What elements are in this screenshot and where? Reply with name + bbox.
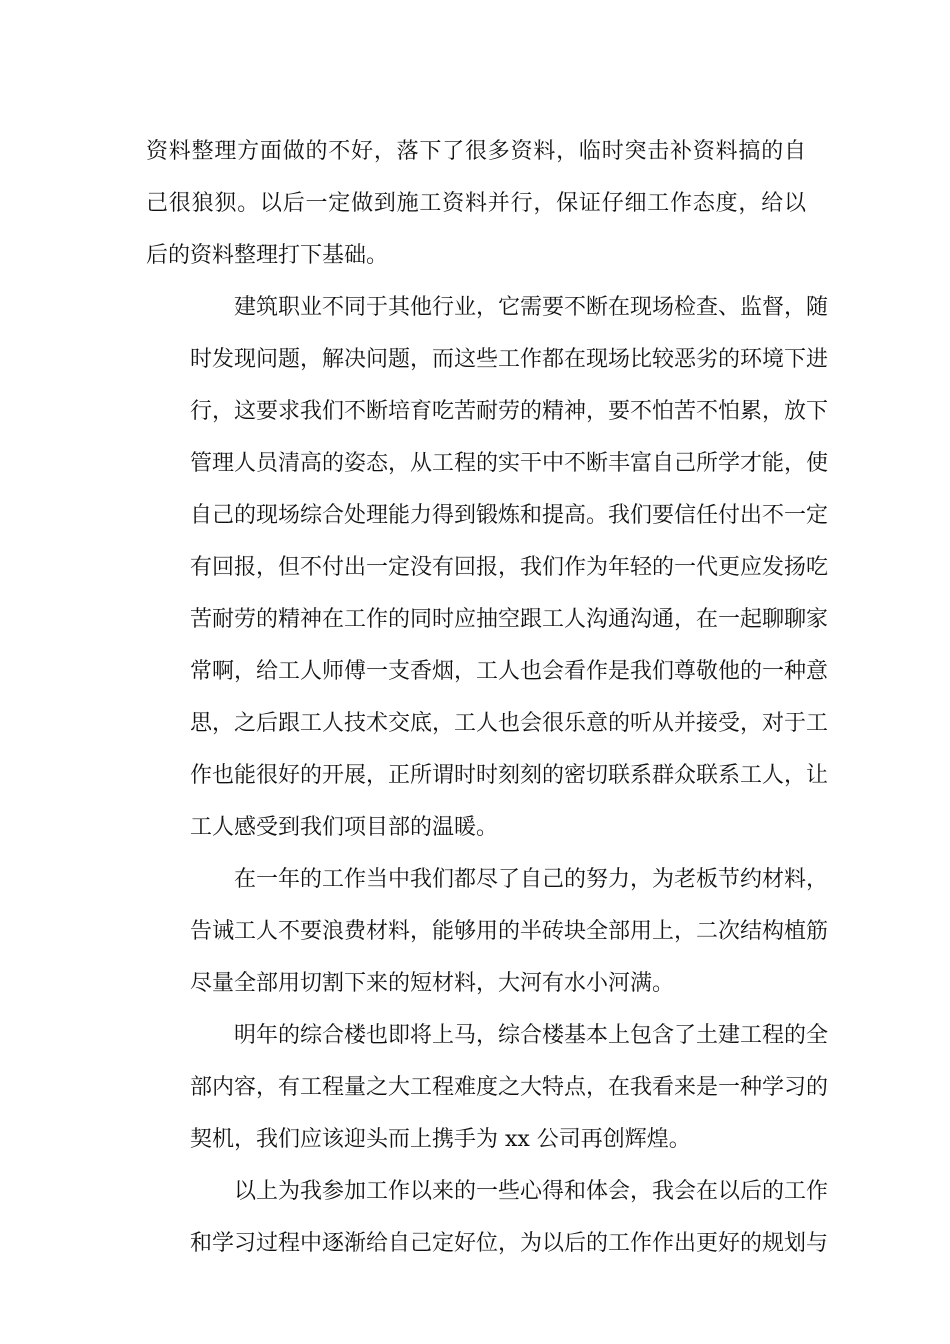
- paragraph-line: 以上为我参加工作以来的一些心得和体会，我会在以后的工作: [234, 1179, 829, 1204]
- paragraph-line: 自己的现场综合处理能力得到锻炼和提高。我们要信任付出不一定: [190, 503, 829, 528]
- paragraph-line: 契机，我们应该迎头而上携手为 xx 公司再创辉煌。: [190, 1127, 691, 1152]
- paragraph-line: 后的资料整理打下基础。: [146, 243, 389, 268]
- paragraph-line: 告诫工人不要浪费材料，能够用的半砖块全部用上，二次结构植筋: [190, 919, 829, 944]
- paragraph-line: 在一年的工作当中我们都尽了自己的努力，为老板节约材料，: [234, 867, 829, 892]
- paragraph-line: 管理人员清高的姿态，从工程的实干中不断丰富自己所学才能，使: [190, 451, 829, 476]
- paragraph-line: 己很狼狈。以后一定做到施工资料并行，保证仔细工作态度，给以: [146, 191, 806, 216]
- paragraph-4: [146, 1010, 829, 1166]
- paragraph-line: 作也能很好的开展，正所谓时时刻刻的密切联系群众联系工人，让: [190, 763, 829, 788]
- paragraph-line: 行，这要求我们不断培育吃苦耐劳的精神，要不怕苦不怕累，放下: [190, 399, 829, 424]
- paragraph-line: 部内容，有工程量之大工程难度之大特点，在我看来是一种学习的: [190, 1075, 829, 1100]
- paragraph-line: 工人感受到我们项目部的温暖。: [190, 815, 499, 840]
- paragraph-line: 有回报，但不付出一定没有回报，我们作为年轻的一代更应发扬吃: [190, 555, 829, 580]
- paragraph-5: [146, 1166, 829, 1270]
- paragraph-line: 资料整理方面做的不好，落下了很多资料，临时突击补资料搞的自: [146, 139, 806, 164]
- paragraph-2: [146, 282, 829, 854]
- paragraph-line: 和学习过程中逐渐给自己定好位，为以后的工作作出更好的规划与: [190, 1231, 829, 1256]
- paragraph-line: 思，之后跟工人技术交底，工人也会很乐意的听从并接受，对于工: [190, 711, 829, 736]
- document-body: [146, 126, 829, 1270]
- paragraph-1: [146, 126, 806, 282]
- paragraph-line: 明年的综合楼也即将上马，综合楼基本上包含了土建工程的全: [234, 1023, 829, 1048]
- paragraph-line: 时发现问题，解决问题，而这些工作都在现场比较恶劣的环境下进: [190, 347, 829, 372]
- paragraph-line: 建筑职业不同于其他行业，它需要不断在现场检查、监督，随: [234, 295, 829, 320]
- paragraph-3: [146, 854, 829, 1010]
- paragraph-line: 尽量全部用切割下来的短材料，大河有水小河满。: [190, 971, 675, 996]
- paragraph-line: 苦耐劳的精神在工作的同时应抽空跟工人沟通沟通，在一起聊聊家: [190, 607, 829, 632]
- paragraph-line: 常啊，给工人师傅一支香烟，工人也会看作是我们尊敬他的一种意: [190, 659, 829, 684]
